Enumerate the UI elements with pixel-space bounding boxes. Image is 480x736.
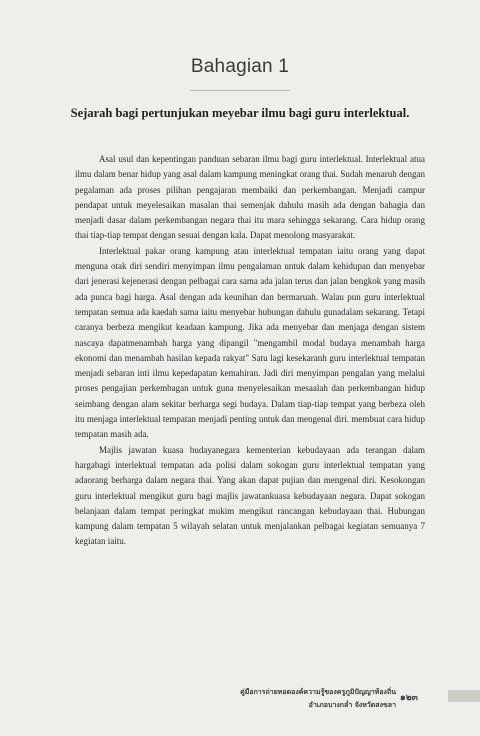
- section-heading: Sejarah bagi pertunjukan meyebar ilmu bagi guru interlektual.: [70, 106, 410, 120]
- paragraph: Majlis jawatan kuasa budayanegara kementerian kebudayaan ada terangan dalam hargabagi interlektual tempatan ada polisi dalam sokogan guru interlektual tempatan yang adaorang berharga dalam negara thai. Yang akan dapat pujian dan mengenal diri. Kesokongan guru interlektual mengikut guru bagi majlis jawatankuasa kebudayaan negara. Dapat sokogan belanjaan dalam tempat peringkat mukim mengikut rancangan kebudayaan thai. Hubungan kampung dalam tempatan 5 wilayah selatan untuk menjalankan pelbagai kegiatan semuanya 7 kegiatan iaitu.: [75, 444, 425, 547]
- chapter-title: Bahagian 1: [190, 56, 290, 77]
- page-footer: [240, 686, 396, 712]
- footer-location: อำเภอบางกล่ำ จังหวัดสงขลา: [308, 701, 396, 709]
- paragraph: Asal usul dan kepentingan panduan sebaran ilmu bagi guru interlektual. Interlektual atua ilmu dalam benar hidup yang asal dalam kampung meningkat orang thai. Sudah menaruh dengan pegalaman ada proses pilihan pengajaran membaiki dan perkembangan. Menjadi campur pendapat untuk meyelesaikan masalan thai semenjak dahulu masih ada dengan bahagia dan menjadi dasar dalam perkembangan negara thai itu mara sehingga sekarang. Cara hidup orang thai tiap-tiap tempat dengan sesuai dengan kala. Dapat menolong masyarakat.: [75, 154, 425, 241]
- title-underline: [190, 90, 290, 91]
- page-tab-marker: [448, 690, 480, 702]
- page-number: ๑๒๓: [400, 693, 418, 703]
- body-text: [75, 152, 425, 550]
- footer-book-title: คู่มือการถ่ายทอดองค์ความรู้ของครูภูมิปัญญาท้องถิ่น: [240, 688, 396, 696]
- paragraph: Interlektual pakar orang kampung atau interlektual tempatan iaitu orang yang dapat menguna otak diri sendiri menyimpan ilmu pengalaman untuk dalam kehidupan dan menyebar dari jenerasi kejenerasi dengan pelbagai cara sama ada jalan terus dan jalan bengkok yang masih ada punca bagi harga. Asal dengan ada keunihan dan bermaruah. Walau pun guru interlektual tempatan semua ada kaedah sama iaitu menyebar hubungan dahulu gunadalam sekarang. Tetapi caranya berbeza mengikut keadaan kampung. Jika ada menyebar dan menjaga dengan sistem nascaya dapatmenambah harga yang dipangil "mengambil modal budaya menambah harga ekonomi dan menambah hasilan kepada rakyat" Satu lagi kesekaranh guru interlektual tempatan menjadi sebaran inti ilmu kepedapatan kemahiran. Jadi diri menyimpan pengalan yang melalui proses pengajian perkembagan untuk guna menyelesaikan mesaalah dan perkembangan hidup seimbang dengan alam sekitar berharga segi budaya. Dalam tiap-tiap tempat yang berbeza oleh itu menjaga interlektual tempatan menjadi penting untuk dan mengenal diri. membuat cara hidup tempatan masih ada.: [75, 245, 425, 440]
